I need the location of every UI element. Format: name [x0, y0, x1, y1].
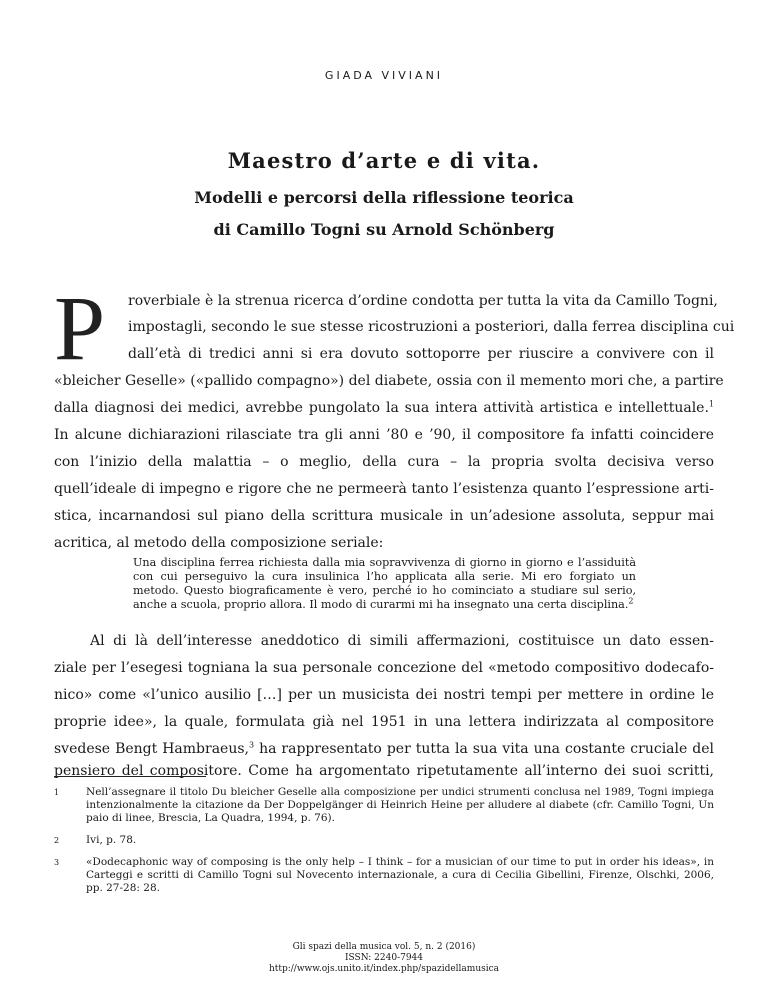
- paragraph2-line: svedese Bengt Hambraeus,$^3$ ha rappresentato per tutta la sua vita una costante cruciale del: [54, 740, 714, 757]
- paragraph1-line: roverbiale è la strenua ricerca d’ordine condotta per tutta la vita da Camillo Togni,: [128, 293, 718, 309]
- paragraph2-line: proprie idee», la quale, formulata già nel 1951 in una lettera indirizzata al compositore: [54, 714, 714, 730]
- footnote-number: 3: [54, 858, 60, 867]
- paragraph1-line: dalla diagnosi dei medici, avrebbe pungolato la sua intera attività artistica e intellettuale.$^1$: [54, 399, 714, 416]
- paragraph1-line: dall’età di tredici anni si era dovuto sottoporre per riuscire a convivere con il: [128, 346, 714, 362]
- block-quote: Una disciplina ferrea richiesta dalla mia sopravvivenza di giorno in giorno e l’assiduità con cui perseguivo la cura insulinica l’ho applicata alla serie. Mi ero forgiato un metodo. Questo biograficamente è vero, perché io ho cominciato a studiare sul serio, anche a scuola, proprio allora. Il modo di curarmi mi ha insegnato una certa disciplina.$^2$: [133, 556, 636, 611]
- footer-issn: ISSN: 2240-7944: [344, 953, 424, 963]
- footer-journal: Gli spazi della musica vol. 5, n. 2 (2016): [292, 942, 476, 952]
- paragraph1-line: stica, incarnandosi sul piano della scrittura musicale in un’adesione assoluta, seppur mai: [54, 508, 714, 524]
- article-title: Maestro d’arte e di vita.: [227, 148, 541, 173]
- paragraph2-line: ziale per l’esegesi togniana la sua personale concezione del «metodo compositivo dodecafo-: [54, 660, 714, 676]
- drop-cap: P: [54, 277, 106, 379]
- footnote-text: Ivi, p. 78.: [86, 834, 137, 846]
- article-subtitle-line1: Modelli e percorsi della riflessione teorica: [194, 188, 574, 207]
- footnote-ref-1[interactable]: 1: [708, 399, 714, 409]
- footer-url[interactable]: http://www.ojs.unito.it/index.php/spazidellamusica: [268, 964, 500, 974]
- paragraph2-line: Al di là dell’interesse aneddotico di simili affermazioni, costituisce un dato essen-: [90, 633, 714, 649]
- footnote-separator: [54, 776, 206, 777]
- paragraph1-line: In alcune dichiarazioni rilasciate tra gli anni ’80 e ’90, il compositore fa infatti coincidere: [54, 427, 714, 443]
- footnote-number: 2: [54, 836, 60, 845]
- footnote-text: Nell’assegnare il titolo Du bleicher Geselle alla composizione per undici strumenti conclusa nel 1989, Togni impiega intenzionalmente la citazione da Der Doppelgänger di Heinrich Heine per alludere al diabete (cfr. Camillo Togni, Un paio di linee, Brescia, La Quadra, 1994, p. 76).: [86, 786, 714, 824]
- paragraph2-line: pensiero del compositore. Come ha argomentato ripetutamente all’interno dei suoi scritti,: [54, 763, 714, 779]
- paragraph1-line: con l’inizio della malattia – o meglio, della cura – la propria svolta decisiva verso: [54, 454, 714, 470]
- footnote-number: 1: [54, 788, 60, 797]
- paragraph1-line: quell’ideale di impegno e rigore che ne permeerà tanto l’esistenza quanto l’espressione arti-: [54, 481, 714, 497]
- article-subtitle-line2: di Camillo Togni su Arnold Schönberg: [213, 220, 555, 239]
- paragraph2-line: nico» come «l’unico ausilio […] per un musicista dei nostri tempi per mettere in ordine le: [54, 687, 714, 703]
- footnote-ref-2[interactable]: 2: [628, 596, 634, 606]
- author-name: GIADA VIVIANI: [324, 69, 444, 82]
- paragraph1-line: «bleicher Geselle» («pallido compagno») del diabete, ossia con il memento mori che, a partire: [54, 373, 724, 389]
- paragraph1-line: acritica, al metodo della composizione seriale:: [54, 535, 384, 551]
- footnote-ref-3[interactable]: 3: [249, 740, 255, 750]
- paragraph1-line: impostagli, secondo le sue stesse ricostruzioni a posteriori, dalla ferrea disciplina cui: [128, 319, 735, 335]
- footnote-text: «Dodecaphonic way of composing is the only help – I think – for a musician of our time to put in order his ideas», in Carteggi e scritti di Camillo Togni sul Novecento internazionale, a cura di Cecilia Gibellini, Firenze, Olschki, 2006, pp. 27-28: 28.: [86, 856, 714, 894]
